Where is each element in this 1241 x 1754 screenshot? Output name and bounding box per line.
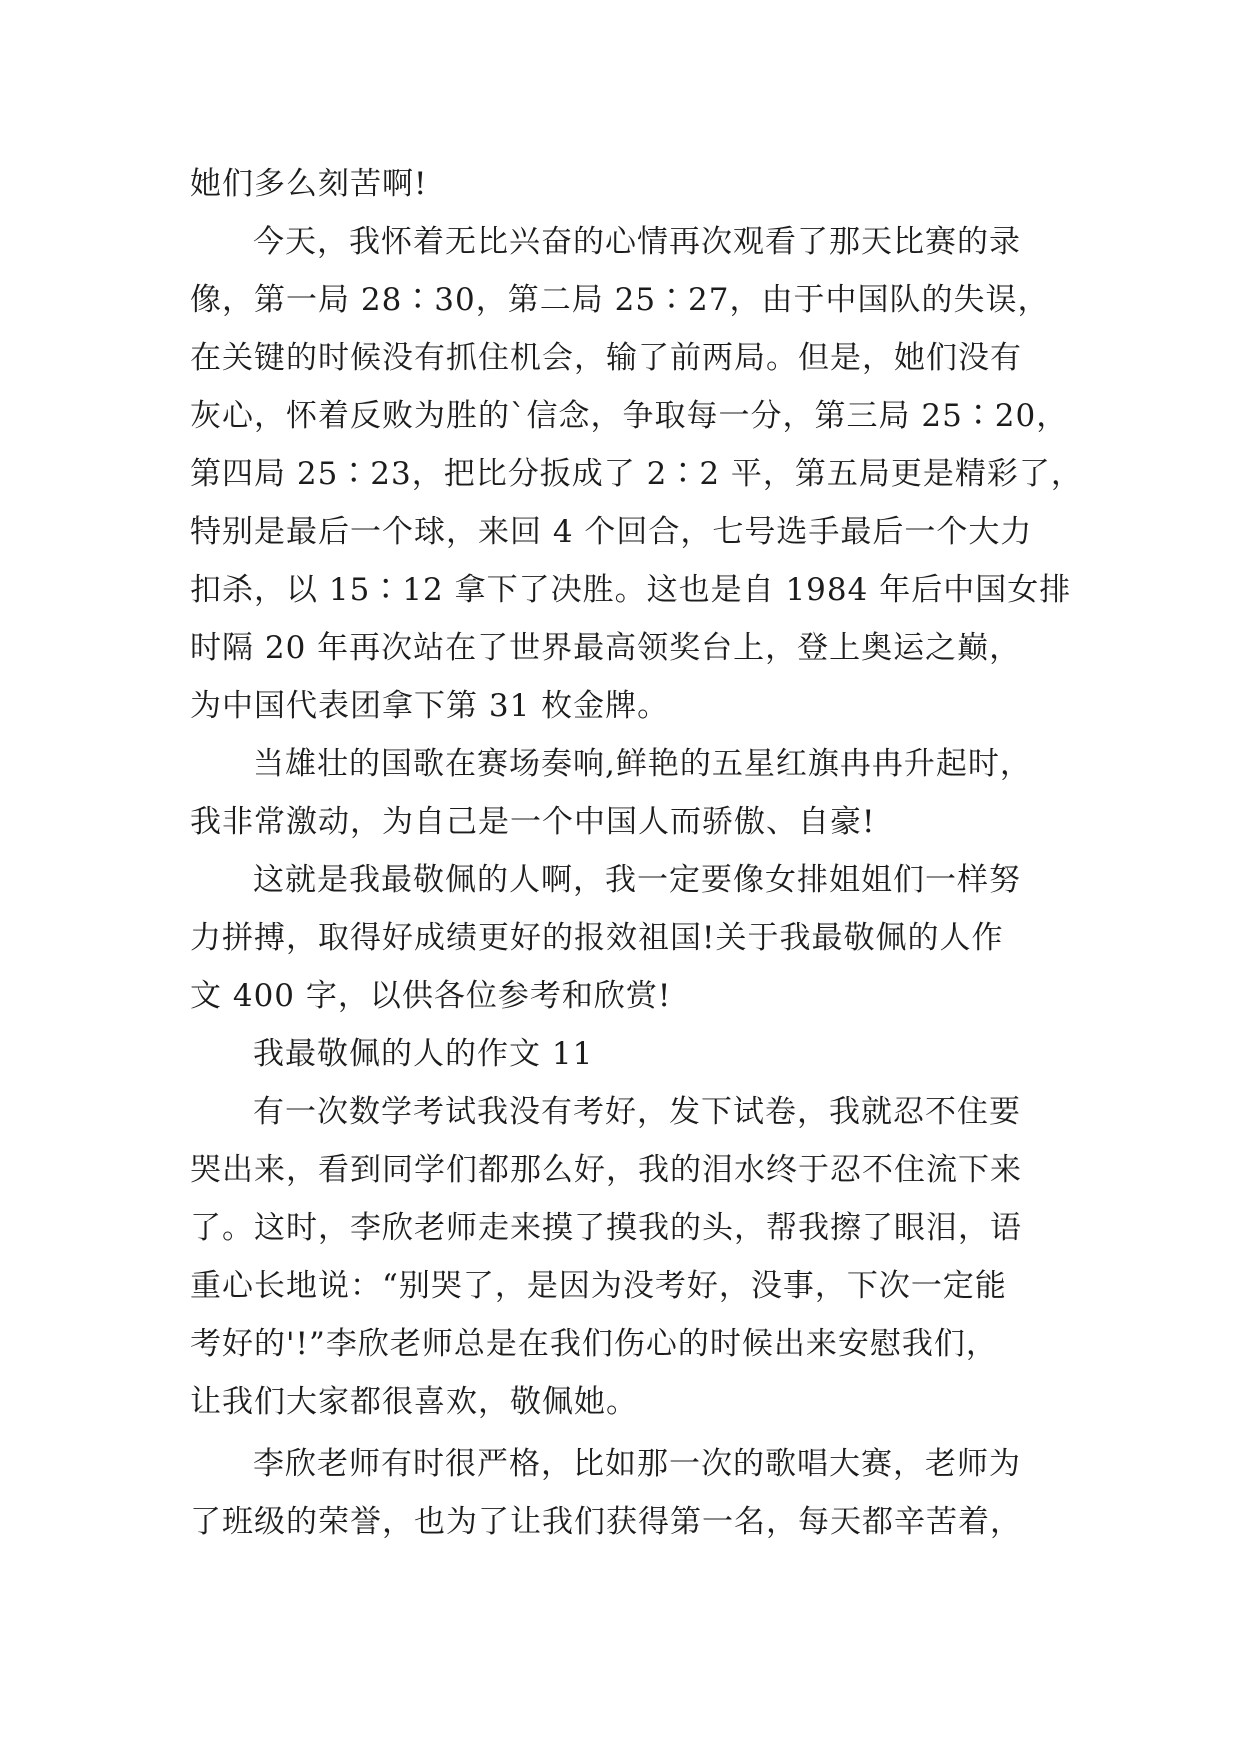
text-line: 让我们大家都很喜欢，敬佩她。 <box>190 1384 638 1420</box>
text-line: 考好的'!”李欣老师总是在我们伤心的时候出来安慰我们， <box>190 1326 998 1362</box>
text-line: 哭出来，看到同学们都那么好，我的泪水终于忍不住流下来 <box>190 1152 1022 1188</box>
paragraph-first-line: 当雄壮的国歌在赛场奏响,鲜艳的五星红旗冉冉升起时， <box>253 746 1032 782</box>
text-line: 为中国代表团拿下第 31 枚金牌。 <box>190 688 670 724</box>
text-line: 第四局 25∶23，把比分扳成了 2∶2 平，第五局更是精彩了， <box>190 456 1083 492</box>
text-line: 扣杀，以 15∶12 拿下了决胜。这也是自 1984 年后中国女排 <box>190 572 1072 608</box>
paragraph-first-line: 李欣老师有时很严格，比如那一次的歌唱大赛，老师为 <box>253 1446 1021 1482</box>
section-heading: 我最敬佩的人的作文 11 <box>253 1036 594 1072</box>
text-line: 文 400 字，以供各位参考和欣赏! <box>190 978 672 1014</box>
text-line: 在关键的时候没有抓住机会，输了前两局。但是，她们没有 <box>190 340 1022 376</box>
text-line: 她们多么刻苦啊! <box>190 166 428 202</box>
paragraph-first-line: 有一次数学考试我没有考好，发下试卷，我就忍不住要 <box>253 1094 1021 1130</box>
text-line: 灰心，怀着反败为胜的`信念，争取每一分，第三局 25∶20， <box>190 398 1069 434</box>
text-line: 了班级的荣誉，也为了让我们获得第一名，每天都辛苦着， <box>190 1504 1022 1540</box>
text-line: 重心长地说：“别哭了，是因为没考好，没事，下次一定能 <box>190 1268 1007 1304</box>
text-line: 了。这时，李欣老师走来摸了摸我的头，帮我擦了眼泪，语 <box>190 1210 1022 1246</box>
text-line: 特别是最后一个球，来回 4 个回合，七号选手最后一个大力 <box>190 514 1033 550</box>
paragraph-first-line: 今天，我怀着无比兴奋的心情再次观看了那天比赛的录 <box>253 224 1021 260</box>
text-line: 时隔 20 年再次站在了世界最高领奖台上，登上奥运之巅， <box>190 630 1022 666</box>
paragraph-first-line: 这就是我最敬佩的人啊，我一定要像女排姐姐们一样努 <box>253 862 1021 898</box>
text-line: 力拼搏，取得好成绩更好的报效祖国!关于我最敬佩的人作 <box>190 920 1004 956</box>
text-line: 我非常激动，为自己是一个中国人而骄傲、自豪! <box>190 804 876 840</box>
text-line: 像，第一局 28∶30，第二局 25∶27，由于中国队的失误， <box>190 282 1050 318</box>
